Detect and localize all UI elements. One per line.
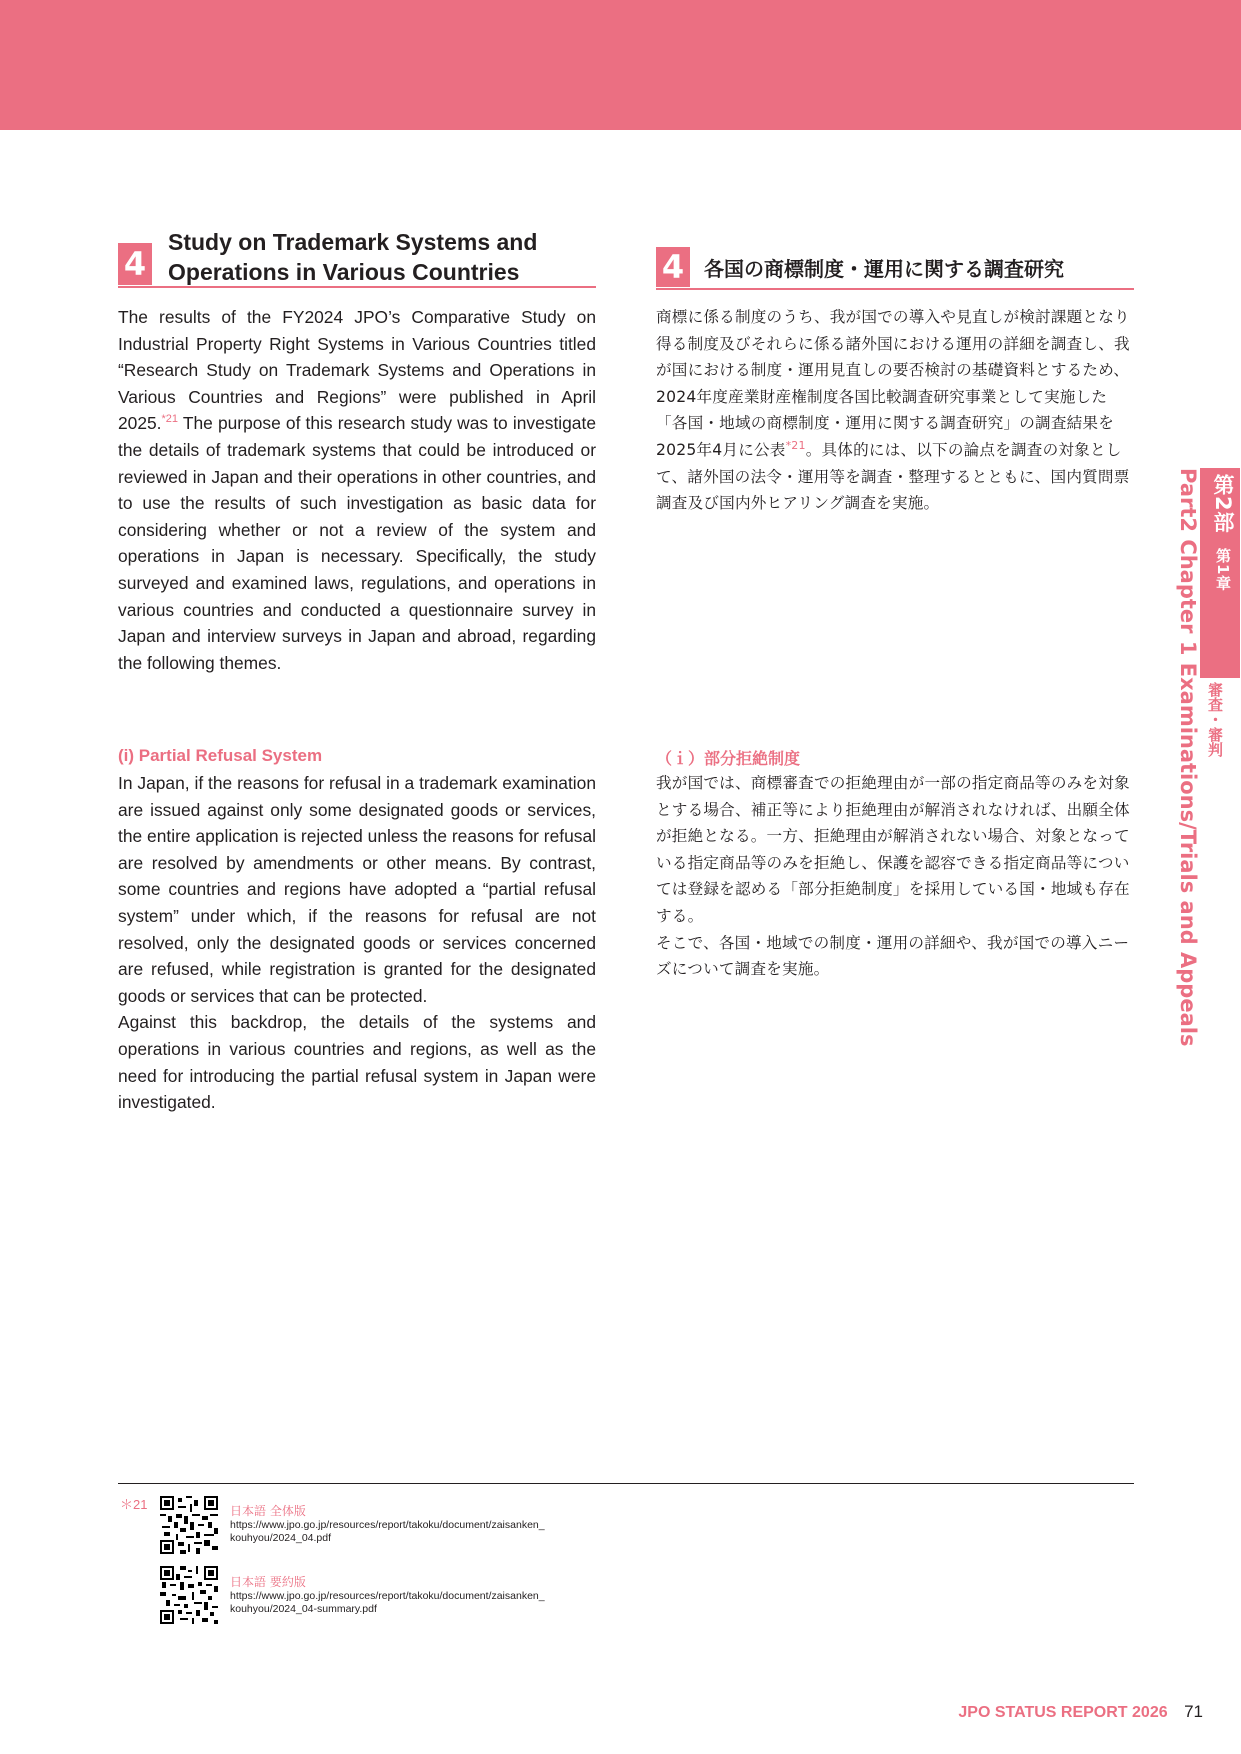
footnote-label-2: 日本語 要約版 [230,1575,306,1589]
footnote-divider [118,1483,1134,1484]
footnote-item-2 [230,1574,650,1616]
side-part-ja: 第2部 [1211,474,1235,534]
section-heading-en [118,228,596,288]
section-number-badge: 4 [656,247,690,287]
intro-text-a: The results of the FY2024 JPO’s Comparative Study on Industrial Property Right Systems in Various Countries titled “Research Study on Trademark Systems and Operations in Various Countries and Regions” were published in April 2025. [118,307,596,434]
qr-code-icon[interactable] [160,1496,218,1554]
section-number-badge: 4 [118,243,152,285]
footnote-ref-ja[interactable]: *21 [785,438,806,452]
footnote-url-2b[interactable]: kouhyou/2024_04-summary.pdf [230,1603,377,1615]
subheading-ja: （ｉ）部分拒絶制度 [656,749,801,768]
subsection-body-en [118,770,596,1116]
top-color-band [0,0,1241,130]
side-tab[interactable] [1200,468,1240,678]
subsection-paragraph-2-ja: そこで、各国・地域での制度・運用の詳細や、我が国での導入ニーズについて調査を実施。 [656,933,1130,979]
footnote-mark: ＊21 [120,1497,148,1512]
footnote-url-1b[interactable]: kouhyou/2024_04.pdf [230,1532,332,1544]
subheading-en: (i) Partial Refusal System [118,746,323,765]
qr-code-icon[interactable] [160,1566,218,1624]
side-label-en: Part2 Chapter 1 Examinations/Trials and Appeals [1176,468,1200,1047]
footnote-label-1: 日本語 全体版 [230,1504,306,1518]
section-title-en: Study on Trademark Systems and Operations in Various Countries [168,229,538,285]
subsection-paragraph-1-en: In Japan, if the reasons for refusal in a trademark examination are issued against only some designated goods or services, the entire application is rejected unless the reasons for refusal are resolved by amendments or other means. By contrast, some countries and regions have adopted a “partial refusal system” under which, if the reasons for refusal are not resolved, only the designated goods or services concerned are refused, while registration is granted for the designated goods or services that can be protected. [118,773,596,1006]
page-number: 71 [1184,1702,1203,1721]
page-footer [958,1702,1203,1722]
subsection-paragraph-2-en: Against this backdrop, the details of the systems and operations in various countries and regions, as well as the need for introducing the partial refusal system in Japan were investigated. [118,1012,596,1113]
intro-paragraph-en [118,304,596,676]
report-title: JPO STATUS REPORT 2026 [958,1704,1168,1721]
intro-text-b-ja: 。具体的には、以下の論点を調査の対象として、諸外国の法令・運用等を調査・整理するとともに、国内質問票調査及び国内外ヒアリング調査を実施。 [656,440,1130,513]
intro-text-b: The purpose of this research study was to investigate the details of trademark systems that could be introduced or reviewed in Japan and their operations in other countries, and to use the results of such investigation as basic data for considering whether or not a review of the system and operations in Japan is necessary. Specifically, the study surveyed and examined laws, regulations, and operations in various countries and conducted a questionnaire survey in Japan and interview surveys in Japan and abroad, regarding the following themes. [118,413,596,673]
footnote-url-2a[interactable]: https://www.jpo.go.jp/resources/report/takoku/document/zaisanken_ [230,1590,545,1602]
subsection-body-ja [656,770,1134,983]
subsection-paragraph-1-ja: 我が国では、商標審査での拒絶理由が一部の指定商品等のみを対象とする場合、補正等により拒絶理由が解消されなければ、出願全体が拒絶となる。一方、拒絶理由が解消されない場合、対象となっている指定商品等のみを拒絶し、保護を認容できる指定商品等については登録を認める「部分拒絶制度」を採用している国・地域も存在する。 [656,774,1130,925]
footnote-url-1a[interactable]: https://www.jpo.go.jp/resources/report/takoku/document/zaisanken_ [230,1519,545,1531]
side-chapter-ja: 第1章 [1214,548,1232,592]
side-tab-text [1208,474,1238,592]
section-title-ja: 各国の商標制度・運用に関する調査研究 [704,256,1064,281]
footnote-item-1 [230,1503,650,1545]
intro-text-a-ja: 商標に係る制度のうち、我が国での導入や見直しが検討課題となり得る制度及びそれらに係る諸外国における運用の詳細を調査し、我が国における制度・運用見直しの要否検討の基礎資料とするため、2024年度産業財産権制度各国比較調査研究事業として実施した「各国・地域の商標制度・運用に関する調査研究」の調査結果を2025年4月に公表 [656,308,1130,459]
intro-paragraph-ja [656,304,1134,517]
footnote-ref[interactable]: *21 [161,413,179,426]
section-heading-ja [656,246,1134,290]
side-label-ja: 審査・審判 [1206,682,1224,757]
